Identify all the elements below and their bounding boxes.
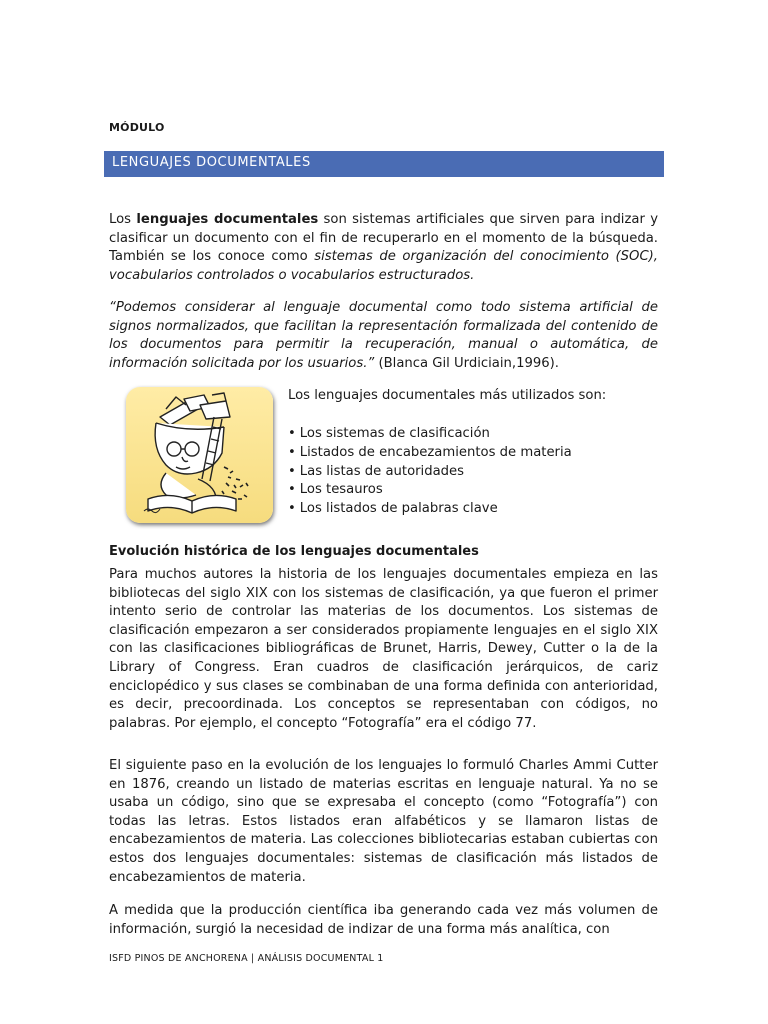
- list-item: • Los sistemas de clasificación: [288, 425, 572, 444]
- quote-text: “Podemos considerar al lenguaje documental como todo sistema artificial de signos normalizados, que facilitan la representación formalizada del contenido de los documentos para permitir la recuperación, manual o automática, de información solicitada por los usuarios.”: [109, 300, 658, 371]
- section-heading: Evolución histórica de los lenguajes documentales: [109, 544, 479, 559]
- intro-paragraph: [109, 211, 658, 285]
- intro-italic-terms: sistemas de organización del conocimiento (SOC), vocabularios controlados o vocabularios estructurados.: [109, 249, 658, 283]
- intro-text-start: Los: [109, 212, 137, 227]
- page-title: LENGUAJES DOCUMENTALES: [112, 155, 311, 170]
- intro-text-middle: son sistemas artificiales que sirven para indizar y clasificar un documento con el fin de recuperarlo en el momento de la búsqueda. También se los conoce como: [109, 212, 658, 265]
- quote-citation: (Blanca Gil Urdiciain,1996).: [374, 355, 559, 371]
- history-paragraph-2: El siguiente paso en la evolución de los lenguajes lo formuló Charles Ammi Cutter en 1876, creando un listado de materias escritas en lenguaje natural. Ya no se usaba un código, sino que se expresaba el concepto (como “Fotografía”) con todas las letras. Estos listados eran alfabéticos y se llamaron listas de encabezamientos de materia. Las colecciones bibliotecarias estaban cubiertas con estos dos lenguajes documentales: sistemas de clasificación más listados de encabezamientos de materia.: [109, 758, 658, 885]
- history-paragraph-3: A medida que la producción científica iba generando cada vez más volumen de información, surgió la necesidad de indizar de una forma más analítica, con: [109, 903, 658, 937]
- list-item: • Las listas de autoridades: [288, 463, 572, 482]
- list-item: • Listados de encabezamientos de materia: [288, 444, 572, 463]
- history-paragraph-1: Para muchos autores la historia de los lenguajes documentales empieza en las bibliotecas del siglo XIX con los sistemas de clasificación, ya que fueron el primer intento serio de controlar las materias de los documentos. Los sistemas de clasificación empezaron a ser considerados propiamente lenguajes en el siglo XIX con las clasificaciones bibliográficas de Brunet, Harris, Dewey, Cutter o la de la Library of Congress. Eran cuadros de clasificación jerárquicos, de cariz enciclopédico y sus clases se combinaban de una forma definida con anterioridad, es decir, precoordinada. Los conceptos se representaban con códigos, no palabras. Por ejemplo, el concepto “Fotografía” era el código 77.: [109, 567, 658, 731]
- list-intro: Los lenguajes documentales más utilizados son:: [288, 388, 607, 403]
- documentary-languages-list: [288, 425, 572, 519]
- reader-illustration: [126, 387, 273, 523]
- quote-paragraph: [109, 299, 658, 373]
- title-bar: [104, 151, 664, 177]
- list-item: • Los tesauros: [288, 481, 572, 500]
- list-item: • Los listados de palabras clave: [288, 500, 572, 519]
- page-footer: ISFD PINOS DE ANCHORENA | ANÁLISIS DOCUMENTAL 1: [109, 953, 384, 964]
- reader-with-open-head-icon: [126, 387, 273, 523]
- module-label: MÓDULO: [109, 121, 165, 134]
- intro-bold-term: lenguajes documentales: [136, 212, 319, 227]
